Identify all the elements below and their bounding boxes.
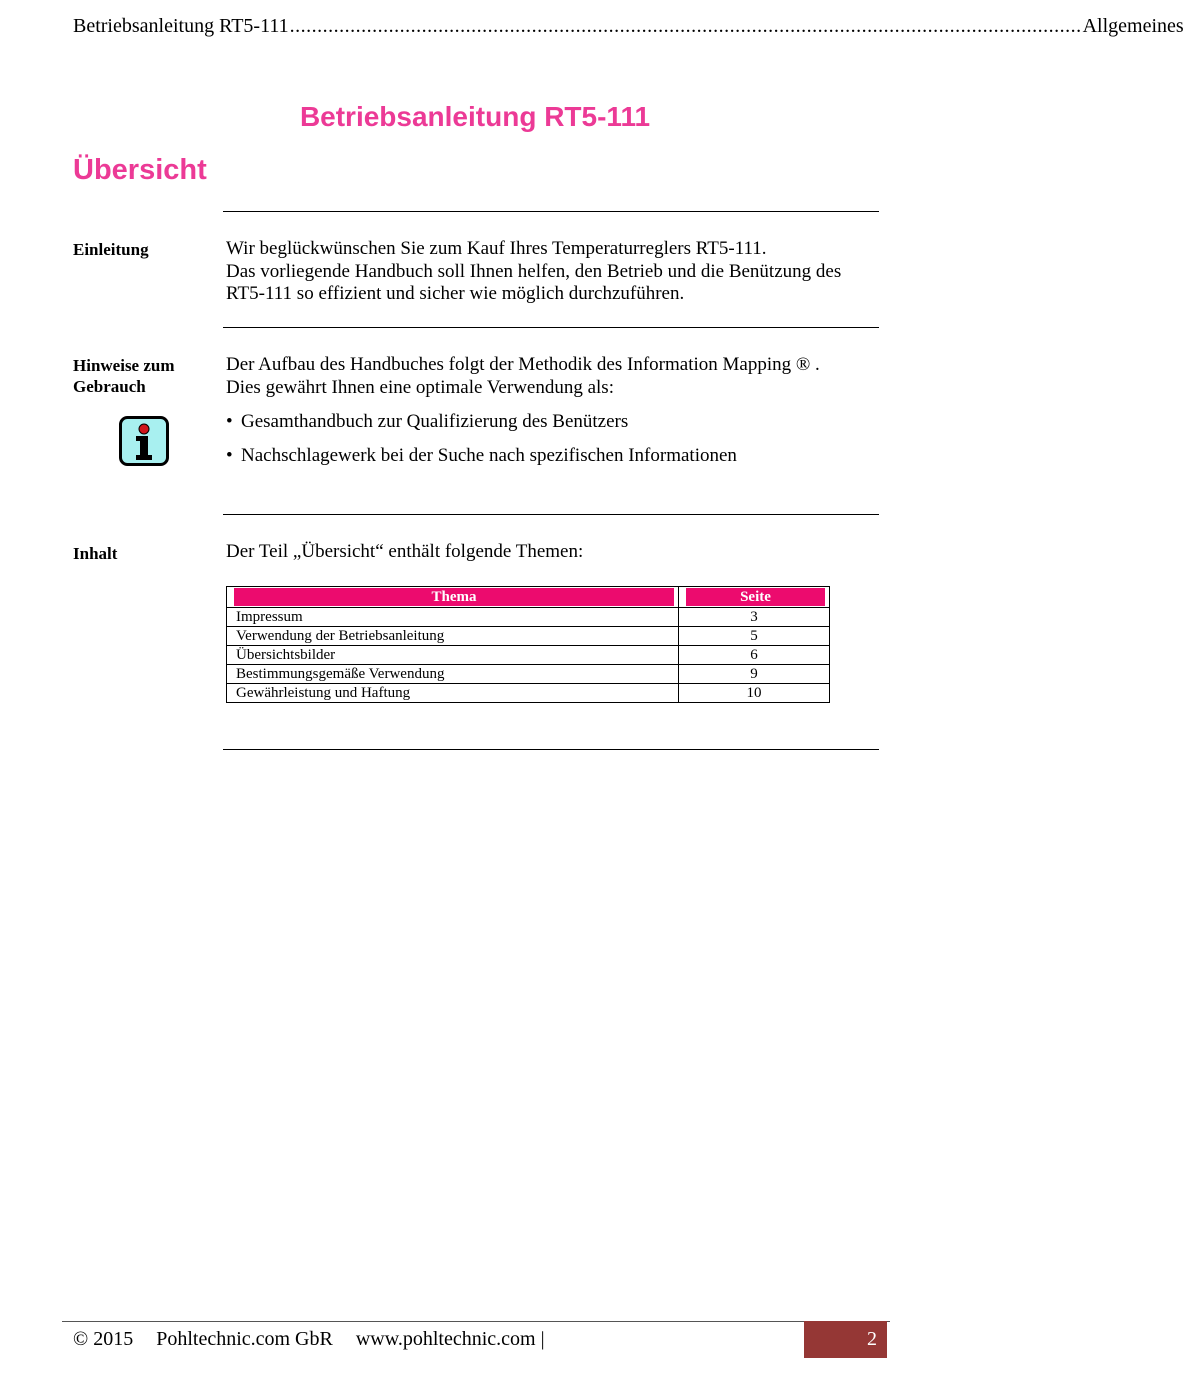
topic-cell: Impressum [227,608,679,627]
inhalt-intro: Der Teil „Übersicht“ enthält folgende Themen: [226,541,584,562]
table-header-row [227,587,830,608]
footer-website: www.pohltechnic.com | [355,1328,545,1350]
header-right: Allgemeines [1082,15,1184,37]
column-header-thema: Thema [227,587,679,608]
topic-cell: Gewährleistung und Haftung [227,684,679,703]
table-row [227,608,830,627]
footer-copyright: © 2015 [73,1328,134,1350]
column-header-seite: Seite [679,587,830,608]
bullet-text: Nachschlagewerk bei der Suche nach spezifischen Informationen [241,445,737,466]
einleitung-line-1: Wir beglückwünschen Sie zum Kauf Ihres Temperaturreglers RT5-111. [226,238,767,259]
page-cell: 3 [679,608,830,627]
topic-cell: Bestimmungsgemäße Verwendung [227,665,679,684]
bullet-icon: • [226,445,233,466]
einleitung-line-2: Das vorliegende Handbuch soll Ihnen helfen, den Betrieb und die Benützung des [226,260,842,282]
divider [223,749,879,750]
page-cell: 5 [679,627,830,646]
topic-cell: Übersichtsbilder [227,646,679,665]
page-cell: 10 [679,684,830,703]
page-cell: 6 [679,646,830,665]
divider [223,514,879,515]
hinweise-label-line-1: Hinweise zum [73,356,175,375]
document-title: Betriebsanleitung RT5-111 [299,101,651,132]
hinweise-label [73,355,175,397]
page-header [73,15,1184,38]
bullet-item [226,411,628,433]
footer-divider [62,1321,890,1322]
bullet-icon: • [226,411,233,432]
header-leader-dots: ................................................................................................................................................ [289,15,1082,37]
table-row [227,627,830,646]
bullet-text: Gesamthandbuch zur Qualifizierung des Benützers [241,411,629,432]
topic-cell: Verwendung der Betriebsanleitung [227,627,679,646]
inhalt-label: Inhalt [73,544,118,563]
divider [223,211,879,212]
einleitung-label: Einleitung [73,240,149,259]
header-left: Betriebsanleitung RT5-111 [73,15,289,37]
footer-company: Pohltechnic.com GbR [156,1328,333,1350]
table-row [227,665,830,684]
hinweise-line-1: Der Aufbau des Handbuches folgt der Methodik des Information Mapping ® . [226,354,820,375]
hinweise-text [226,354,876,399]
page-number: 2 [804,1321,887,1358]
einleitung-line-3: RT5-111 so effizient und sicher wie möglich durchzuführen. [226,283,685,304]
bullet-item [226,445,737,467]
divider [223,327,879,328]
hinweise-line-2: Dies gewährt Ihnen eine optimale Verwendung als: [226,376,614,398]
table-row [227,646,830,665]
hinweise-label-line-2: Gebrauch [73,377,146,396]
page-cell: 9 [679,665,830,684]
topics-table [226,586,830,703]
page-footer [73,1328,563,1351]
einleitung-text [226,238,876,306]
section-title: Übersicht [73,154,207,186]
info-icon [119,416,169,466]
table-row [227,684,830,703]
